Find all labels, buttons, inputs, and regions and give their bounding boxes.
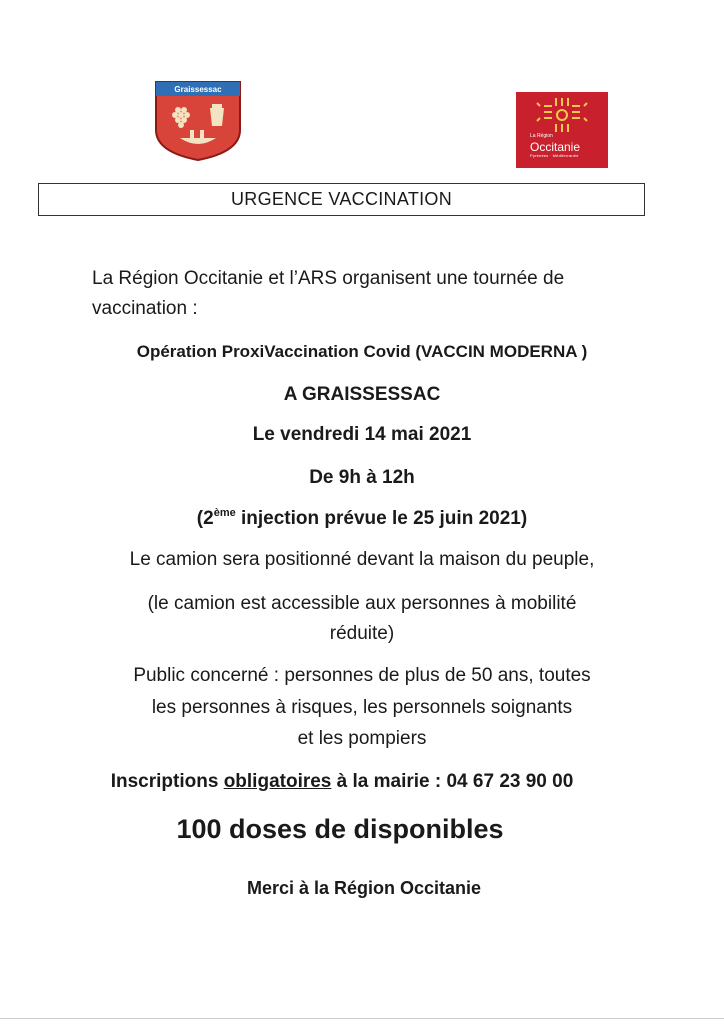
coat-of-arms-icon — [154, 80, 242, 162]
event-hours: De 9h à 12h — [309, 467, 415, 488]
truck-position: Le camion sera positionné devant la maison du peuple, — [129, 549, 595, 570]
second-injection-superscript: ème — [213, 507, 236, 519]
accessibility-line-1: (le camion est accessible aux personnes à mobilité — [147, 593, 577, 614]
page-bottom-edge — [0, 1018, 724, 1019]
occitanie-logo-small-label: La Région — [530, 133, 553, 139]
public-line-3: et les pompiers — [297, 728, 427, 749]
registration-info — [0, 771, 704, 793]
public-line-2: les personnes à risques, les personnels soignants — [151, 697, 573, 718]
intro-line-2: vaccination : — [92, 298, 198, 319]
second-injection-note — [0, 508, 724, 530]
page-title: URGENCE VACCINATION — [38, 183, 645, 216]
public-line-1: Public concerné : personnes de plus de 50 ans, toutes — [133, 665, 591, 686]
intro-line-1: La Région Occitanie et l’ARS organisent une tournée de — [92, 268, 565, 289]
occitanie-logo-main-label: Occitanie — [530, 140, 581, 154]
intro-paragraph — [92, 264, 652, 324]
thanks-line: Merci à la Région Occitanie — [246, 878, 482, 898]
registration-prefix: Inscriptions — [110, 771, 224, 792]
registration-mandatory: obligatoires — [223, 771, 332, 792]
doses-available: 100 doses de disponibles — [176, 814, 504, 844]
registration-phone: à la mairie : 04 67 23 90 00 — [331, 771, 574, 792]
graissessac-coat-of-arms-logo — [154, 80, 242, 162]
graissessac-logo-text: Graissessac — [174, 85, 222, 94]
occitanie-logo-sub-label: Pyrénées · Méditerranée — [530, 153, 579, 158]
occitanie-logo-text — [530, 134, 580, 158]
second-injection-prefix: (2 — [196, 508, 214, 529]
occitanie-region-logo — [516, 92, 608, 168]
location: A GRAISSESSAC — [283, 384, 441, 405]
accessibility-line-2: réduite) — [329, 623, 395, 644]
event-date: Le vendredi 14 mai 2021 — [252, 424, 472, 445]
second-injection-rest: injection prévue le 25 juin 2021) — [235, 508, 528, 529]
operation-name: Opération ProxiVaccination Covid (VACCIN MODERNA ) — [136, 342, 588, 361]
